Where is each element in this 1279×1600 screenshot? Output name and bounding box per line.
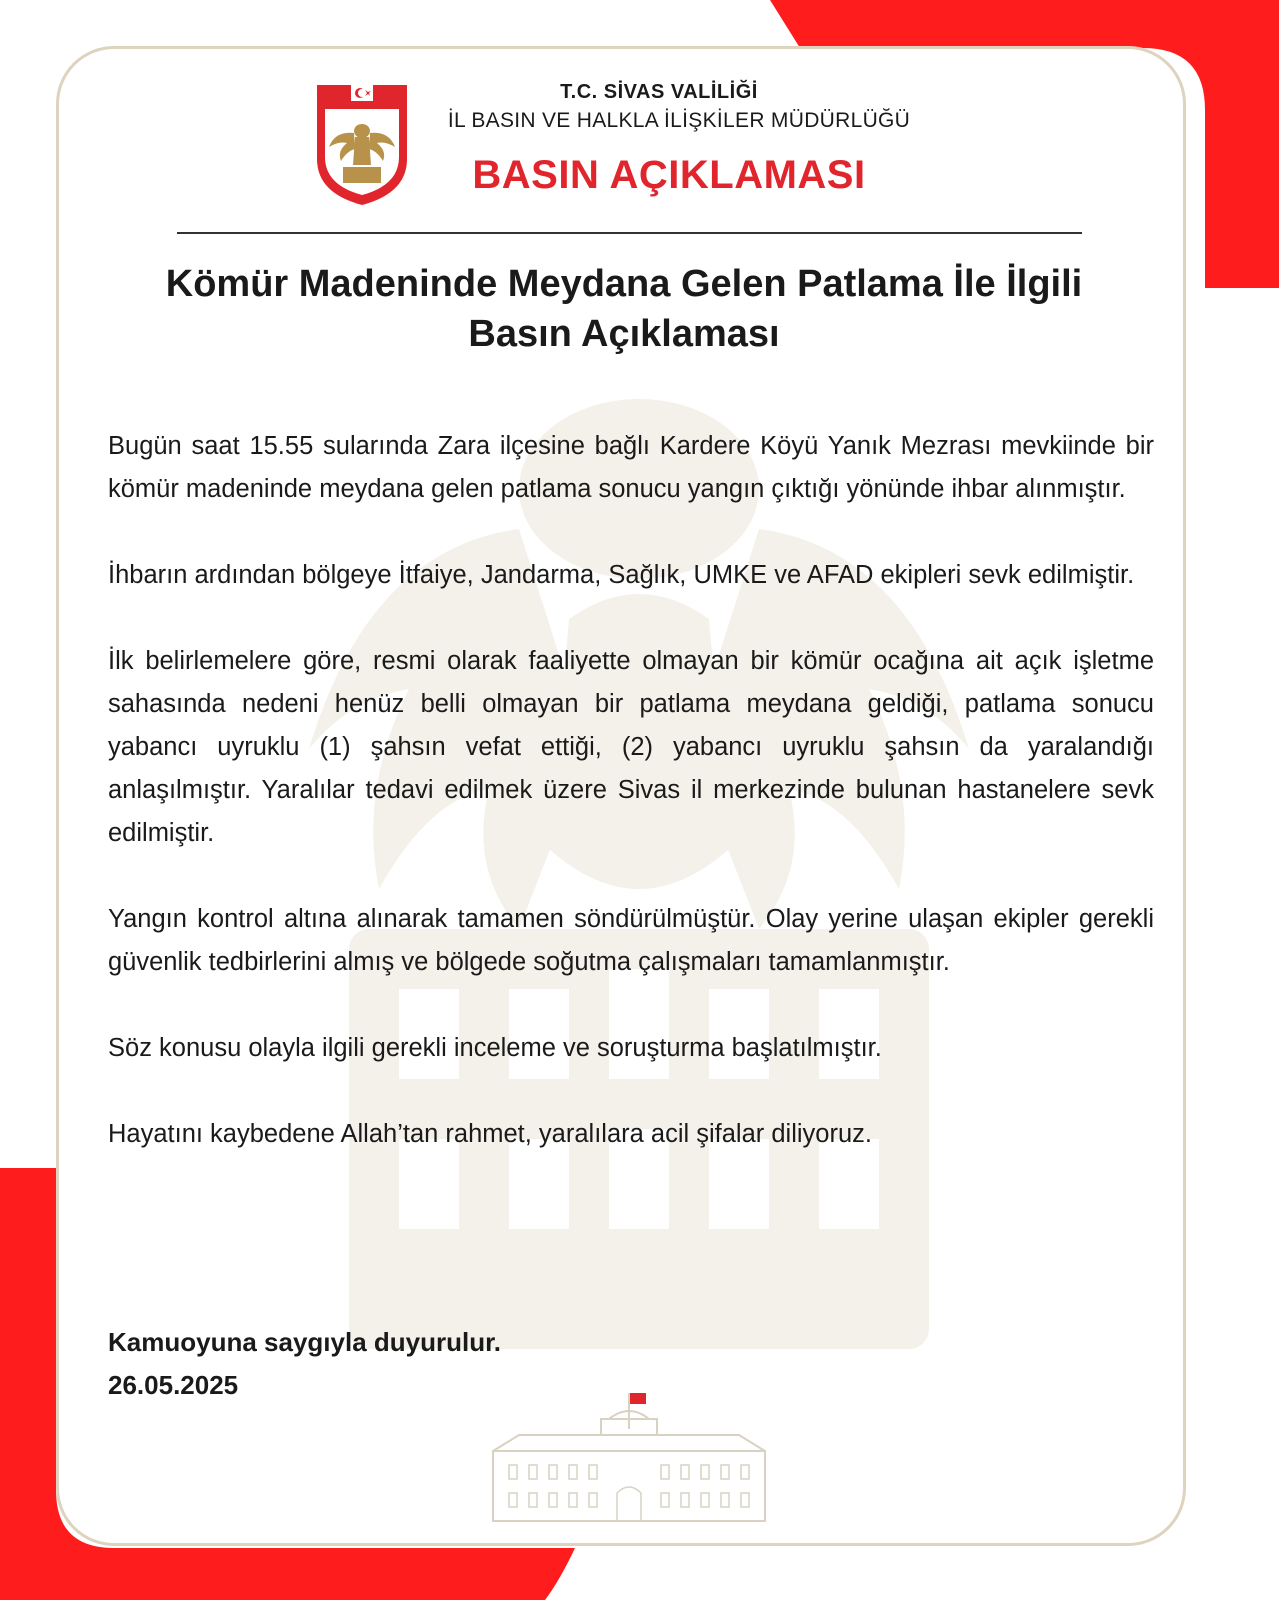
closing-block [108, 1321, 501, 1407]
sivas-governorship-logo [313, 81, 411, 207]
paragraph: İlk belirlemelere göre, resmi olarak faaliyette olmayan bir kömür ocağına ait açık işletme sahasında nedeni henüz belli olmayan bir patlama meydana geldiği, patlama sonucu yabancı uyruklu (1) şahsın vefat ettiği, (2) yabancı uyruklu şahsın da yaralandığı anlaşılmıştır. Yaralılar tedavi edilmek üzere Sivas il merkezinde bulunan hastanelere sevk edilmiştir. [108, 647, 1154, 847]
paragraph: Söz konusu olayla ilgili gerekli inceleme ve soruşturma başlatılmıştır. [108, 1034, 882, 1062]
document-title [99, 259, 1149, 359]
header-divider [177, 232, 1082, 234]
document-date: 26.05.2025 [108, 1370, 239, 1400]
org-name: T.C. SİVAS VALİLİĞİ [560, 81, 758, 103]
paragraph: Hayatını kaybedene Allah’tan rahmet, yaralılara acil şifalar diliyoruz. [108, 1120, 872, 1148]
title-line-1: Kömür Madeninde Meydana Gelen Patlama İle İlgili [165, 263, 1083, 305]
press-release-label: BASIN AÇIKLAMASI [472, 153, 866, 197]
governorship-building-icon [489, 1389, 769, 1524]
org-department: İL BASIN VE HALKLA İLİŞKİLER MÜDÜRLÜĞÜ [447, 109, 911, 132]
document-body [108, 425, 1154, 1199]
press-release-card [56, 46, 1186, 1546]
paragraph: İhbarın ardından bölgeye İtfaiye, Jandarma, Sağlık, UMKE ve AFAD ekipleri sevk edilmiştir. [108, 561, 1135, 589]
paragraph: Bugün saat 15.55 sularında Zara ilçesine bağlı Kardere Köyü Yanık Mezrası mevkiinde bir kömür madeninde meydana gelen patlama sonucu yangın çıktığı yönünde ihbar alınmıştır. [108, 432, 1154, 503]
closing-statement: Kamuoyuna saygıyla duyurulur. [108, 1327, 501, 1357]
flag-icon [630, 1393, 646, 1404]
paragraph: Yangın kontrol altına alınarak tamamen söndürülmüştür. Olay yerine ulaşan ekipler gerekli güvenlik tedbirlerini almış ve bölgede soğutma çalışmaları tamamlanmıştır. [108, 905, 1154, 976]
letterhead [59, 49, 1183, 249]
title-line-2: Basın Açıklaması [468, 313, 780, 355]
